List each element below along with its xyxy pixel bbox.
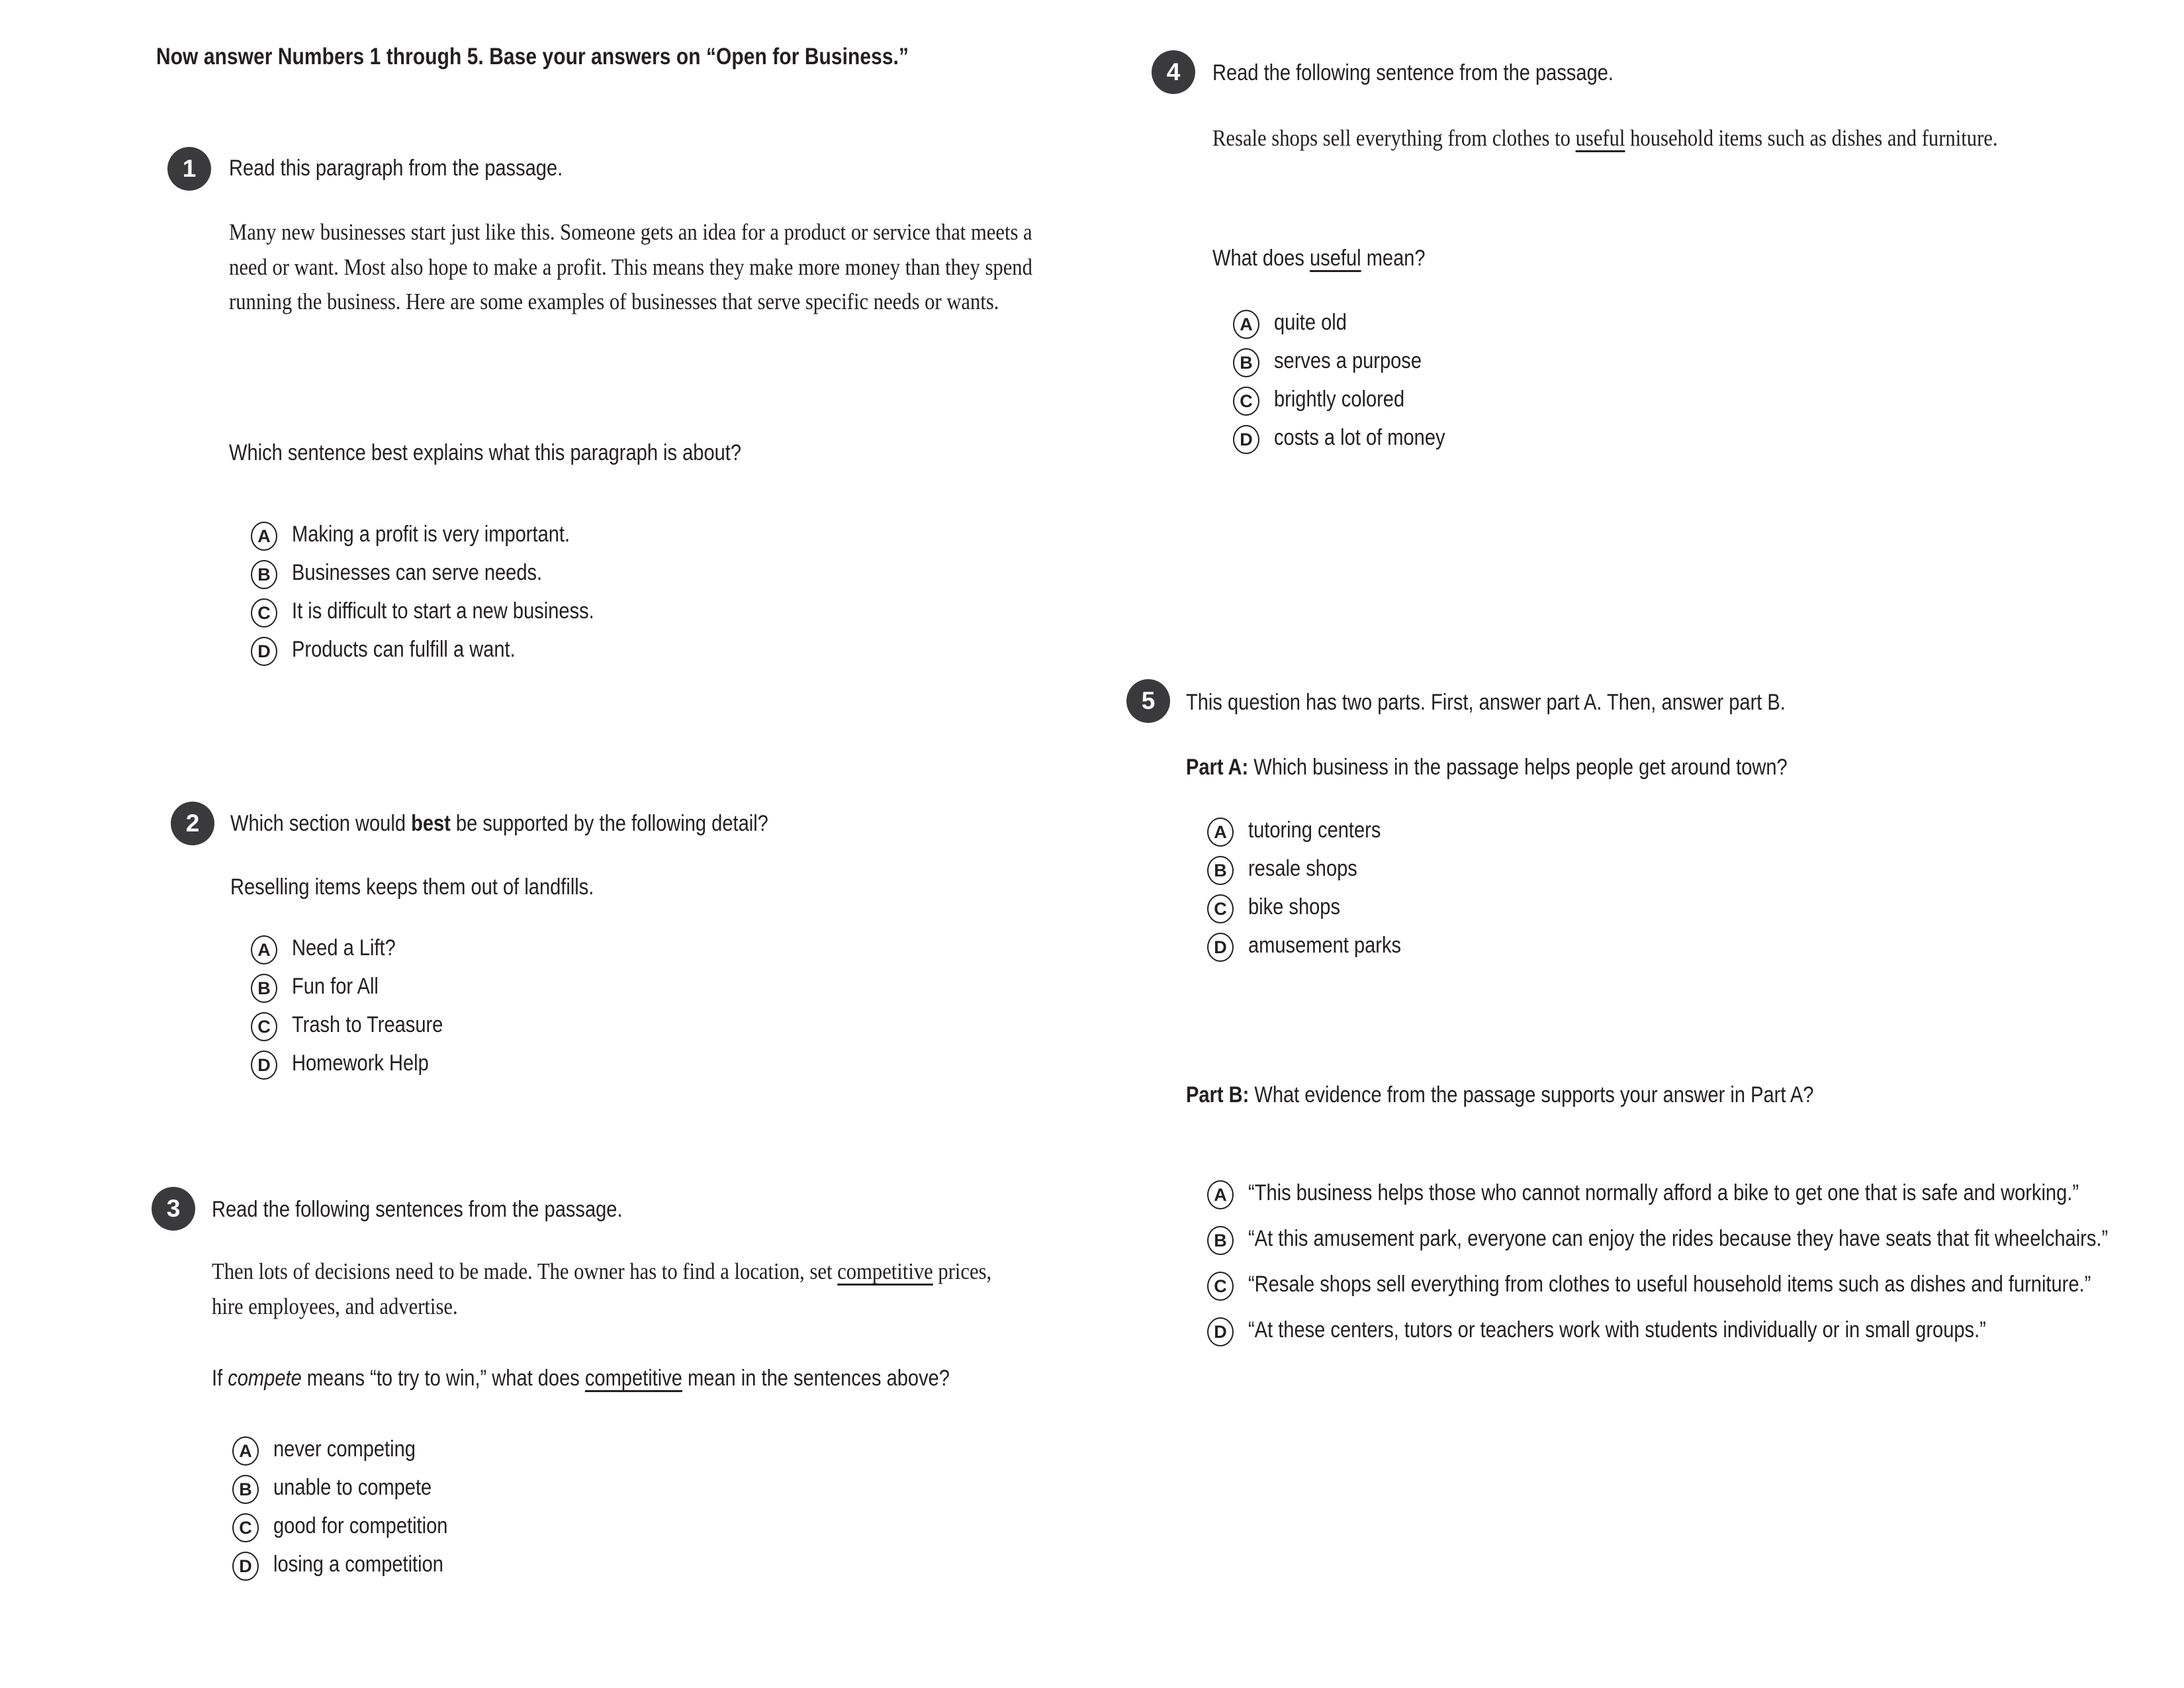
question-4-prompt: What does useful mean? — [1212, 246, 1426, 271]
question-3-passage-quote: Then lots of decisions need to be made. The owner has to find a location, set competitive prices, hire employees, and advertise. — [212, 1258, 992, 1319]
choice-label-b: Fun for All — [292, 974, 379, 999]
choice-bubble-c: C — [251, 598, 277, 628]
choice-label-d: amusement parks — [1248, 933, 1402, 958]
underlined-word-competitive: competitive — [837, 1258, 933, 1284]
choice-bubble-c: C — [251, 1012, 277, 1041]
underlined-word-competitive: competitive — [584, 1366, 682, 1391]
choice-label-b: “At this amusement park, everyone can enjoy the rides because they have seats that fit wheelchairs.” — [1248, 1226, 2109, 1251]
question-5-stem: This question has two parts. First, answer part A. Then, answer part B. — [1186, 690, 1786, 715]
choice-label-a: tutoring centers — [1248, 818, 1381, 843]
choice-label-a: quite old — [1274, 310, 1347, 335]
choice-5b-c[interactable] — [1207, 1270, 2127, 1301]
choice-4-a[interactable] — [1233, 308, 2027, 339]
underlined-word-useful: useful — [1310, 246, 1361, 271]
question-3-prompt: If compete means “to try to win,” what does competitive mean in the sentences above? — [212, 1366, 950, 1391]
choice-1-c[interactable] — [251, 596, 1045, 628]
choice-5b-b[interactable] — [1207, 1224, 2127, 1255]
choice-1-d[interactable] — [251, 635, 1045, 666]
choice-4-c[interactable] — [1233, 385, 2027, 416]
part-b-label: Part B: — [1186, 1082, 1250, 1107]
question-number-badge-3: 3 — [152, 1187, 195, 1231]
choice-label-c: It is difficult to start a new business. — [292, 598, 594, 624]
page-heading-text: Now answer Numbers 1 through 5. Base your answers on “Open for Business.” — [156, 44, 909, 70]
choice-2-d[interactable] — [251, 1049, 1045, 1080]
choice-label-a: “This business helps those who cannot normally afford a bike to get one that is safe and working.” — [1248, 1180, 2079, 1205]
choice-label-c: good for competition — [273, 1513, 448, 1538]
question-4-choices — [1233, 308, 2027, 461]
choice-bubble-b: B — [1233, 348, 1259, 377]
choice-label-d: Homework Help — [292, 1051, 429, 1076]
choice-label-b: serves a purpose — [1274, 348, 1422, 373]
choice-2-a[interactable] — [251, 933, 1045, 964]
choice-bubble-d: D — [232, 1552, 259, 1581]
choice-bubble-d: D — [251, 637, 277, 666]
choice-3-b[interactable] — [232, 1473, 1026, 1504]
choice-label-a: never competing — [273, 1436, 416, 1462]
choice-label-c: “Resale shops sell everything from clothes to useful household items such as dishes and furniture.” — [1248, 1272, 2091, 1297]
question-3-stem: Read the following sentences from the passage. — [212, 1197, 623, 1222]
question-4-passage-quote: Resale shops sell everything from clothes to useful household items such as dishes and furniture. — [1212, 125, 1998, 151]
question-5-part-a-prompt: Part A: Which business in the passage helps people get around town? — [1186, 755, 1788, 780]
choice-label-d: losing a competition — [273, 1552, 443, 1577]
choice-bubble-d: D — [1233, 425, 1259, 454]
choice-label-c: bike shops — [1248, 894, 1340, 919]
choice-bubble-d: D — [1207, 933, 1234, 962]
choice-5a-c[interactable] — [1207, 892, 2034, 923]
part-a-label: Part A: — [1186, 755, 1249, 780]
question-number-badge-2: 2 — [171, 802, 214, 845]
choice-bubble-b: B — [232, 1475, 259, 1504]
choice-bubble-b: B — [251, 974, 277, 1003]
question-number-badge-1: 1 — [167, 147, 211, 191]
choice-bubble-b: B — [1207, 1226, 1234, 1255]
choice-label-d: “At these centers, tutors or teachers work with students individually or in small groups.” — [1248, 1317, 1986, 1342]
question-3-choices — [232, 1434, 1026, 1588]
choice-label-d: costs a lot of money — [1274, 425, 1445, 450]
question-5-part-b-choices — [1207, 1178, 2127, 1361]
question-1-passage-quote: Many new businesses start just like this. Someone gets an idea for a product or service that meets a need or want. Most also hope to make a profit. This means they make more money than they spend running the business. Here are some examples of businesses that serve specific needs or wants. — [229, 219, 1032, 314]
choice-2-b[interactable] — [251, 972, 1045, 1003]
choice-3-d[interactable] — [232, 1550, 1026, 1581]
choice-bubble-c: C — [1233, 387, 1259, 416]
choice-5b-a[interactable] — [1207, 1178, 2127, 1209]
choice-label-a: Making a profit is very important. — [292, 522, 570, 547]
choice-bubble-c: C — [232, 1513, 259, 1542]
question-1-stem: Read this paragraph from the passage. — [229, 156, 563, 181]
choice-5a-a[interactable] — [1207, 816, 2034, 847]
choice-bubble-d: D — [251, 1051, 277, 1080]
choice-label-c: brightly colored — [1274, 387, 1405, 412]
choice-1-a[interactable] — [251, 520, 1045, 551]
choice-2-c[interactable] — [251, 1010, 1045, 1041]
choice-5a-d[interactable] — [1207, 931, 2034, 962]
choice-bubble-c: C — [1207, 894, 1234, 923]
question-2-detail: Reselling items keeps them out of landfills. — [230, 874, 594, 900]
choice-bubble-a: A — [251, 522, 277, 551]
choice-label-d: Products can fulfill a want. — [292, 637, 516, 662]
question-number-badge-5: 5 — [1126, 679, 1170, 723]
choice-label-b: resale shops — [1248, 856, 1357, 881]
question-2-stem: Which section would best be supported by the following detail? — [230, 811, 768, 836]
question-number-badge-4: 4 — [1152, 50, 1195, 94]
choice-bubble-c: C — [1207, 1272, 1234, 1301]
choice-3-a[interactable] — [232, 1434, 1026, 1466]
choice-3-c[interactable] — [232, 1511, 1026, 1542]
choice-label-b: unable to compete — [273, 1475, 432, 1500]
choice-4-d[interactable] — [1233, 423, 2027, 454]
choice-bubble-d: D — [1207, 1317, 1234, 1346]
underlined-word-useful: useful — [1575, 125, 1625, 151]
choice-1-b[interactable] — [251, 558, 1045, 589]
choice-label-c: Trash to Treasure — [292, 1012, 443, 1037]
page-heading — [156, 41, 1017, 73]
choice-bubble-b: B — [251, 560, 277, 589]
choice-4-b[interactable] — [1233, 346, 2027, 377]
choice-bubble-a: A — [232, 1436, 259, 1466]
question-1-choices — [251, 520, 1045, 673]
choice-5b-d[interactable] — [1207, 1315, 2127, 1346]
choice-5a-b[interactable] — [1207, 854, 2034, 885]
question-5-part-a-choices — [1207, 816, 2034, 969]
choice-label-a: Need a Lift? — [292, 935, 396, 961]
choice-bubble-b: B — [1207, 856, 1234, 885]
choice-bubble-a: A — [251, 935, 277, 964]
question-4-stem: Read the following sentence from the passage. — [1212, 60, 1614, 85]
choice-bubble-a: A — [1233, 310, 1259, 339]
question-2-choices — [251, 933, 1045, 1087]
choice-bubble-a: A — [1207, 818, 1234, 847]
choice-label-b: Businesses can serve needs. — [292, 560, 543, 585]
question-5-part-b-prompt: Part B: What evidence from the passage supports your answer in Part A? — [1186, 1082, 1814, 1107]
question-1-prompt: Which sentence best explains what this paragraph is about? — [229, 440, 742, 465]
choice-bubble-a: A — [1207, 1180, 1234, 1209]
